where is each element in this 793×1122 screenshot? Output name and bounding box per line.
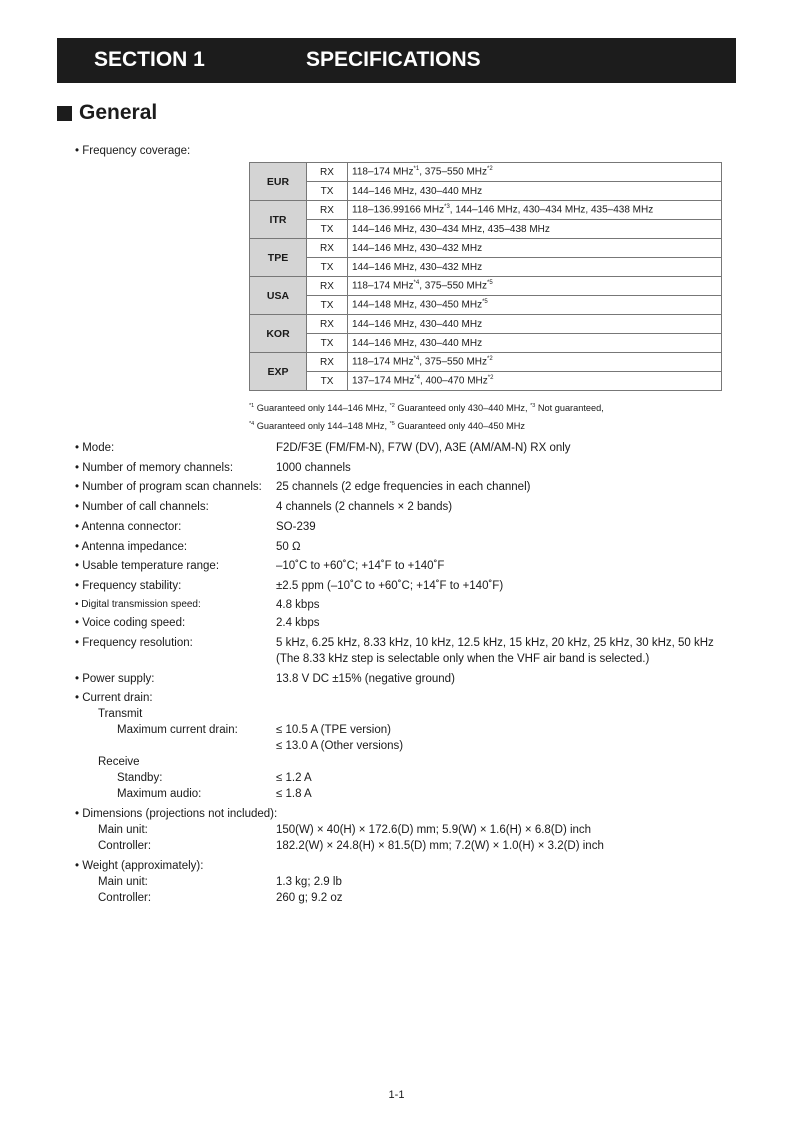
frequency-cell: 144–146 MHz, 430–440 MHz xyxy=(348,315,722,334)
table-row xyxy=(250,163,722,182)
mode-cell: TX xyxy=(307,296,348,315)
table-row xyxy=(250,201,722,220)
antenna-impedance-label: • Antenna impedance: xyxy=(75,541,188,553)
region-cell: KOR xyxy=(250,315,307,353)
mode-cell: TX xyxy=(307,372,348,391)
mode-cell: TX xyxy=(307,182,348,201)
dim-controller-label: Controller: xyxy=(98,840,152,852)
footnote-line: $^{*4}$ Guaranteed only 144–148 MHz, $^{*5}$ Guaranteed only 440–450 MHz xyxy=(249,421,526,432)
dim-controller-value: 182.2(W) × 24.8(H) × 81.5(D) mm; 7.2(W) × 1.0(H) × 3.2(D) inch xyxy=(276,840,604,852)
section-banner xyxy=(57,38,736,83)
weight-controller-label: Controller: xyxy=(98,892,152,904)
weight-controller-value: 260 g; 9.2 oz xyxy=(276,892,343,904)
memory-value: 1000 channels xyxy=(276,462,351,474)
table-row xyxy=(250,296,722,315)
weight-main-label: Main unit: xyxy=(98,876,148,888)
table-row xyxy=(250,315,722,334)
frequency-cell: 118–174 MHz$^{*1}$, 375–550 MHz$^{*2}$ xyxy=(348,163,722,182)
table-row xyxy=(250,258,722,277)
resolution-note: (The 8.33 kHz step is selectable only when the VHF air band is selected.) xyxy=(276,653,650,665)
region-cell: ITR xyxy=(250,201,307,239)
frequency-cell: 144–146 MHz, 430–434 MHz, 435–438 MHz xyxy=(348,220,722,239)
page-number: 1-1 xyxy=(388,1089,405,1101)
region-cell: USA xyxy=(250,277,307,315)
weight-main-value: 1.3 kg; 2.9 lb xyxy=(276,876,342,888)
mode-value: F2D/F3E (FM/FM-N), F7W (DV), A3E (AM/AM-N) RX only xyxy=(276,442,571,454)
frequency-cell: 144–146 MHz, 430–440 MHz xyxy=(348,182,722,201)
mode-cell: RX xyxy=(307,163,348,182)
heading-text: General xyxy=(79,101,158,124)
mode-cell: RX xyxy=(307,353,348,372)
weight-label: • Weight (approximately): xyxy=(75,860,204,872)
memory-label: • Number of memory channels: xyxy=(75,462,234,474)
antenna-connector-label: • Antenna connector: xyxy=(75,521,182,533)
temperature-value: –10˚C to +60˚C; +14˚F to +140˚F xyxy=(276,560,445,572)
frequency-coverage-table xyxy=(249,162,722,391)
power-value: 13.8 V DC ±15% (negative ground) xyxy=(276,673,455,685)
temperature-label: • Usable temperature range: xyxy=(75,560,220,572)
antenna-connector-value: SO-239 xyxy=(276,521,316,533)
resolution-label: • Frequency resolution: xyxy=(75,637,193,649)
program-scan-label: • Number of program scan channels: xyxy=(75,481,262,493)
table-row xyxy=(250,334,722,353)
table-row xyxy=(250,353,722,372)
frequency-cell: 144–146 MHz, 430–432 MHz xyxy=(348,239,722,258)
receive-label: Receive xyxy=(98,756,140,768)
call-value: 4 channels (2 channels × 2 bands) xyxy=(276,501,453,513)
mode-cell: TX xyxy=(307,334,348,353)
max-current-value-other: ≤ 13.0 A (Other versions) xyxy=(276,740,404,752)
table-row xyxy=(250,239,722,258)
call-label: • Number of call channels: xyxy=(75,501,209,513)
frequency-cell: 118–174 MHz$^{*4}$, 375–550 MHz$^{*2}$ xyxy=(348,353,722,372)
table-row xyxy=(250,182,722,201)
dimensions-label: • Dimensions (projections not included): xyxy=(75,808,278,820)
max-current-value-tpe: ≤ 10.5 A (TPE version) xyxy=(276,724,391,736)
max-audio-label: Maximum audio: xyxy=(117,788,202,800)
transmit-label: Transmit xyxy=(98,708,143,720)
current-drain-label: • Current drain: xyxy=(75,692,153,704)
mode-cell: RX xyxy=(307,201,348,220)
mode-cell: RX xyxy=(307,315,348,334)
frequency-cell: 144–146 MHz, 430–432 MHz xyxy=(348,258,722,277)
table-row xyxy=(250,220,722,239)
frequency-coverage-label: • Frequency coverage: xyxy=(75,145,191,157)
mode-label: • Mode: xyxy=(75,442,115,454)
general-heading xyxy=(57,101,157,125)
mode-cell: TX xyxy=(307,258,348,277)
max-current-label: Maximum current drain: xyxy=(117,724,238,736)
section-number: SECTION 1 xyxy=(94,48,205,71)
mode-cell: RX xyxy=(307,277,348,296)
digital-speed-value: 4.8 kbps xyxy=(276,599,320,611)
voice-speed-value: 2.4 kbps xyxy=(276,617,320,629)
mode-cell: RX xyxy=(307,239,348,258)
frequency-cell: 137–174 MHz$^{*4}$, 400–470 MHz$^{*2}$ xyxy=(348,372,722,391)
stability-label: • Frequency stability: xyxy=(75,580,182,592)
dim-main-label: Main unit: xyxy=(98,824,148,836)
table-row xyxy=(250,372,722,391)
square-bullet-icon xyxy=(57,106,72,121)
region-cell: EXP xyxy=(250,353,307,391)
antenna-impedance-value: 50 Ω xyxy=(276,541,301,553)
region-cell: TPE xyxy=(250,239,307,277)
resolution-value: 5 kHz, 6.25 kHz, 8.33 kHz, 10 kHz, 12.5 kHz, 15 kHz, 20 kHz, 25 kHz, 30 kHz, 50 kHz xyxy=(276,637,714,649)
footnote-line: $^{*1}$ Guaranteed only 144–146 MHz, $^{*2}$ Guaranteed only 430–440 MHz, $^{*3}$ Not guaranteed, xyxy=(249,403,604,414)
table-row xyxy=(250,277,722,296)
max-audio-value: ≤ 1.8 A xyxy=(276,788,312,800)
digital-speed-label: • Digital transmission speed: xyxy=(75,599,201,610)
frequency-cell: 118–136.99166 MHz$^{*3}$, 144–146 MHz, 430–434 MHz, 435–438 MHz xyxy=(348,201,722,220)
stability-value: ±2.5 ppm (–10˚C to +60˚C; +14˚F to +140˚F) xyxy=(276,580,504,592)
frequency-cell: 144–148 MHz, 430–450 MHz$^{*5}$ xyxy=(348,296,722,315)
program-scan-value: 25 channels (2 edge frequencies in each channel) xyxy=(276,481,531,493)
mode-cell: TX xyxy=(307,220,348,239)
table-footnotes xyxy=(249,398,604,434)
section-title: SPECIFICATIONS xyxy=(306,48,481,71)
frequency-cell: 118–174 MHz$^{*4}$, 375–550 MHz$^{*5}$ xyxy=(348,277,722,296)
dim-main-value: 150(W) × 40(H) × 172.6(D) mm; 5.9(W) × 1.6(H) × 6.8(D) inch xyxy=(276,824,592,836)
standby-value: ≤ 1.2 A xyxy=(276,772,312,784)
power-label: • Power supply: xyxy=(75,673,155,685)
frequency-cell: 144–146 MHz, 430–440 MHz xyxy=(348,334,722,353)
standby-label: Standby: xyxy=(117,772,163,784)
region-cell: EUR xyxy=(250,163,307,201)
voice-speed-label: • Voice coding speed: xyxy=(75,617,186,629)
